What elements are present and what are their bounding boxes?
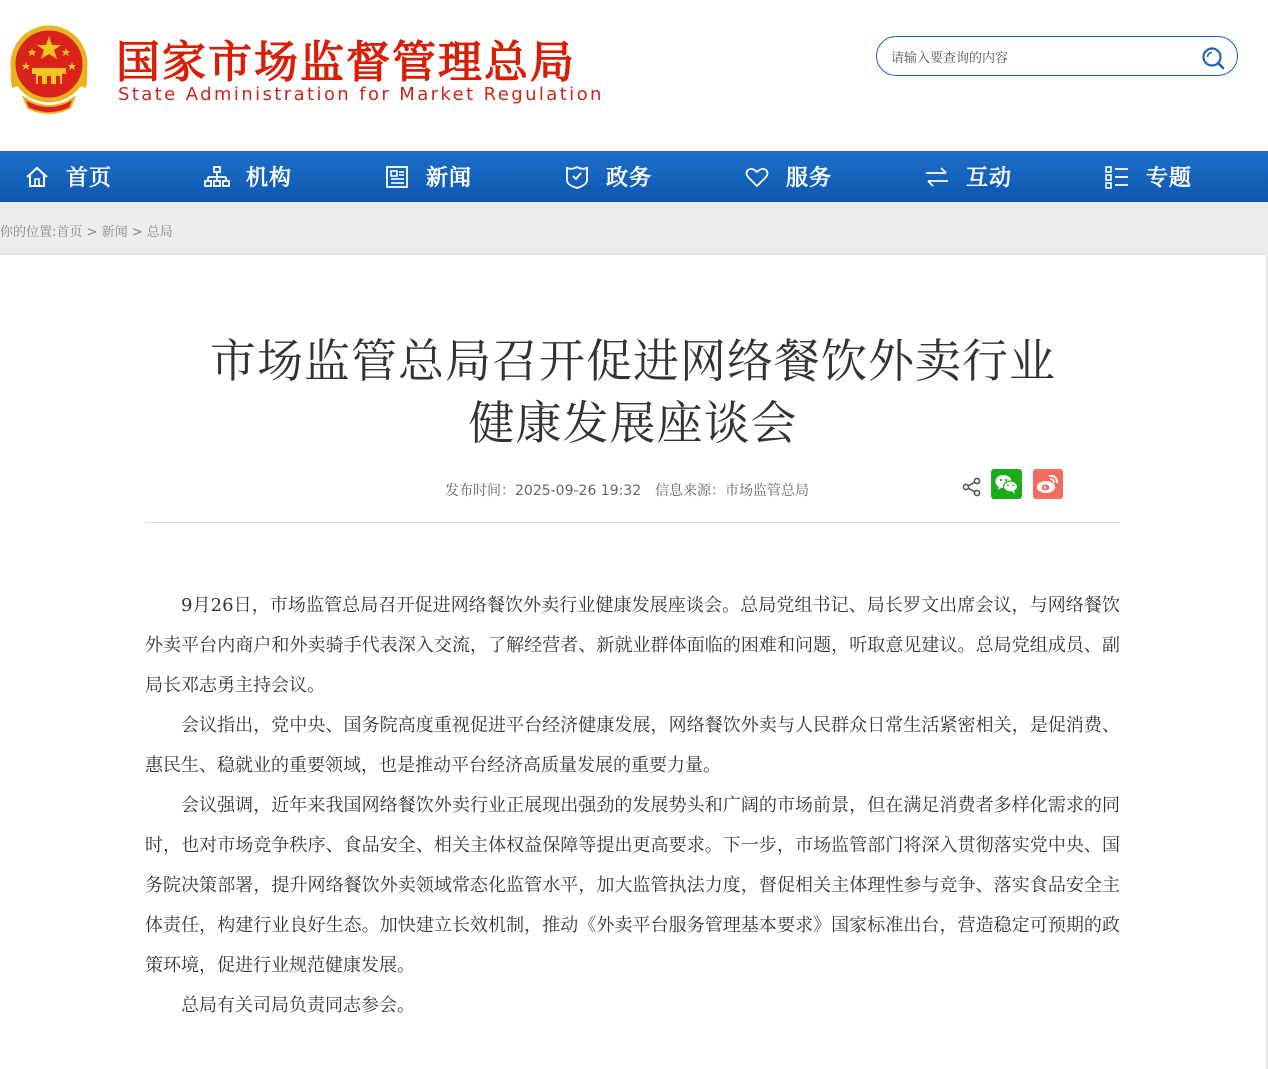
nav-item-services[interactable] <box>744 151 832 202</box>
breadcrumb-prefix: 你的位置: <box>0 225 57 240</box>
title-divider <box>145 522 1120 523</box>
share-icon[interactable] <box>961 476 983 498</box>
nav-label: 服务 <box>786 166 833 191</box>
article-paragraph: 9月26日，市场监管总局召开促进网络餐饮外卖行业健康发展座谈会。总局党组书记、局长罗文出席会议，与网络餐饮外卖平台内商户和外卖骑手代表深入交流，了解经营者、新就业群体面临的困难和问题，听取意见建议。总局党组成员、副局长邓志勇主持会议。 <box>145 595 1120 696</box>
shield-icon <box>564 164 590 190</box>
info-source-value: 市场监管总局 <box>725 483 809 499</box>
search-input[interactable] <box>889 45 1193 71</box>
nav-label: 政务 <box>606 166 653 191</box>
wechat-icon <box>991 469 1022 499</box>
nav-label: 互动 <box>966 166 1013 191</box>
site-name-chinese[interactable]: 国家市场监督管理总局 <box>116 37 576 88</box>
breadcrumb-link-home[interactable]: 首页 <box>56 225 83 240</box>
breadcrumb <box>0 221 173 240</box>
main-nav <box>0 151 1268 202</box>
nav-item-news[interactable] <box>384 151 472 202</box>
nav-item-government-affairs[interactable] <box>564 151 652 202</box>
search-icon[interactable] <box>1201 46 1225 70</box>
national-emblem-logo[interactable] <box>4 18 94 114</box>
info-source-label: 信息来源： <box>655 483 725 499</box>
info-source <box>655 480 809 500</box>
nav-item-home[interactable] <box>24 151 112 202</box>
nav-item-topics[interactable] <box>1104 151 1192 202</box>
search-box <box>876 36 1238 76</box>
breadcrumb-bar <box>0 202 1268 255</box>
site-header <box>0 0 1268 151</box>
site-name-english: State Administration for Market Regulation <box>118 84 604 105</box>
news-icon <box>384 164 410 190</box>
breadcrumb-separator: > <box>131 225 143 240</box>
share-weibo-button[interactable] <box>1033 469 1063 499</box>
article-paragraph: 总局有关司局负责同志参会。 <box>181 995 415 1016</box>
nav-item-interaction[interactable] <box>924 151 1012 202</box>
nav-label: 首页 <box>66 166 113 191</box>
share-wechat-button[interactable] <box>991 469 1022 499</box>
exchange-arrows-icon <box>924 164 950 190</box>
breadcrumb-separator: > <box>86 225 98 240</box>
home-icon <box>24 164 50 190</box>
nav-label: 机构 <box>246 166 293 191</box>
publish-time-value: 2025-09-26 19:32 <box>515 483 642 499</box>
nav-label: 专题 <box>1146 166 1193 191</box>
breadcrumb-link-news[interactable]: 新闻 <box>101 225 128 240</box>
publish-time-label: 发布时间： <box>445 483 515 499</box>
article-paragraph: 会议指出，党中央、国务院高度重视促进平台经济健康发展，网络餐饮外卖与人民群众日常生活紧密相关，是促消费、惠民生、稳就业的重要领域，也是推动平台经济高质量发展的重要力量。 <box>145 715 1120 776</box>
publish-time <box>445 480 641 500</box>
article-body <box>145 586 1120 1026</box>
heart-icon <box>744 164 770 190</box>
article-title-line: 市场监管总局召开促进网络餐饮外卖行业 <box>210 334 1056 388</box>
nav-item-organization[interactable] <box>204 151 292 202</box>
article-title-line: 健康发展座谈会 <box>468 396 798 450</box>
nav-label: 新闻 <box>426 166 473 191</box>
breadcrumb-link-headquarters[interactable]: 总局 <box>146 225 173 240</box>
weibo-icon <box>1033 469 1063 499</box>
article-title <box>160 330 1106 454</box>
article-paragraph: 会议强调，近年来我国网络餐饮外卖行业正展现出强劲的发展势头和广阔的市场前景，但在满足消费者多样化需求的同时，也对市场竞争秩序、食品安全、相关主体权益保障等提出更高要求。下一步，市场监管部门将深入贯彻落实党中央、国务院决策部署，提升网络餐饮外卖领域常态化监管水平，加大监管执法力度，督促相关主体理性参与竞争、落实食品安全主体责任，构建行业良好生态。加快建立长效机制，推动《外卖平台服务管理基本要求》国家标准出台，营造稳定可预期的政策环境，促进行业规范健康发展。 <box>145 795 1120 976</box>
org-chart-icon <box>204 164 230 190</box>
list-icon <box>1104 164 1130 190</box>
